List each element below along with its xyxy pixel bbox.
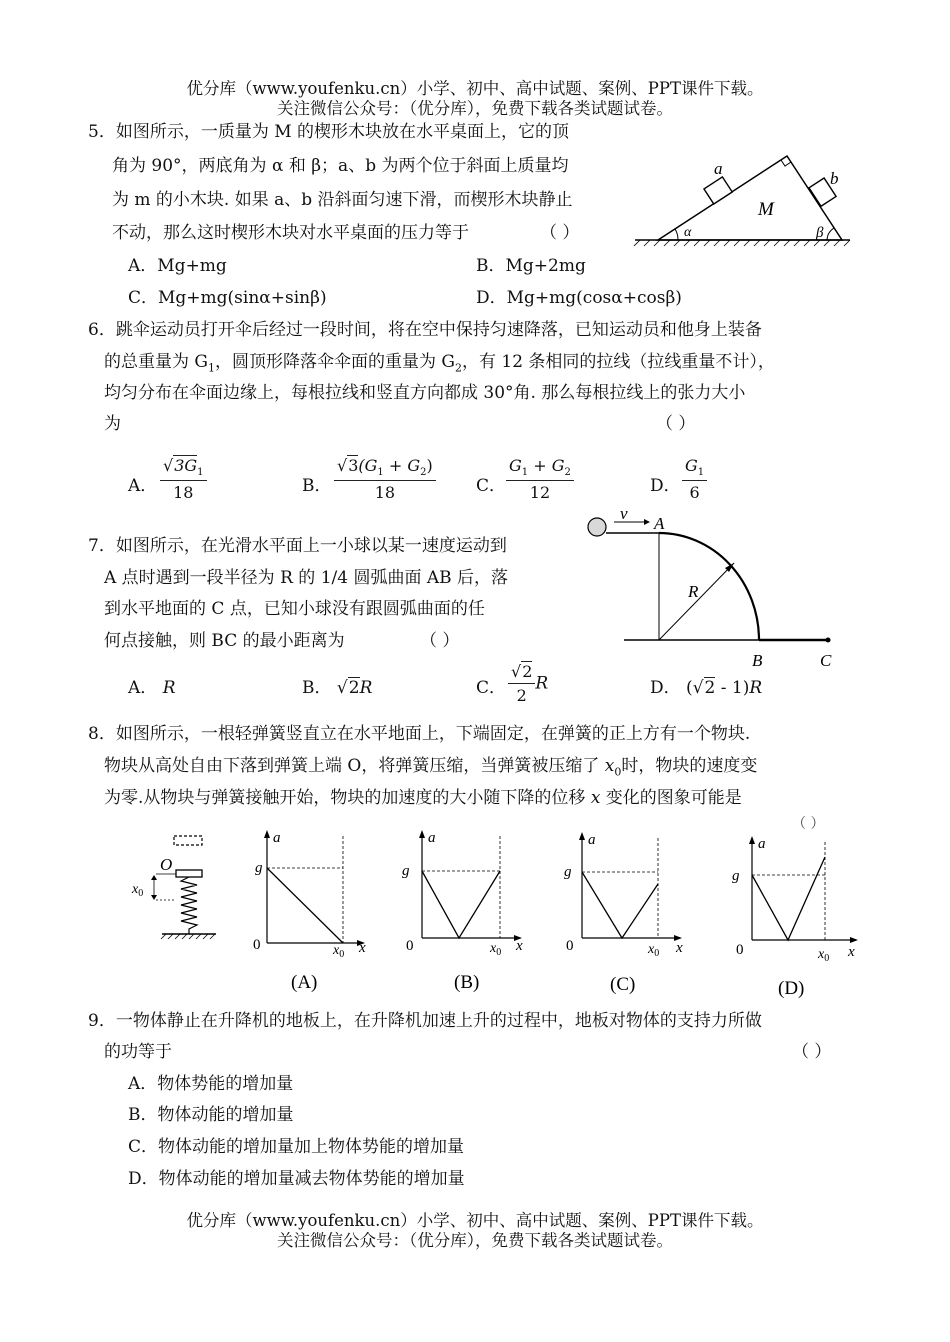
svg-text:x0: $x_0$ xyxy=(648,942,660,959)
q7-option-c-label: C． xyxy=(476,678,507,698)
svg-text:a: a xyxy=(428,830,436,846)
label-R: R xyxy=(688,582,699,601)
q7-line-3: 到水平地面的 C 点，已知小球没有跟圆弧曲面的任 xyxy=(104,599,485,619)
graph-b-curve xyxy=(422,871,500,938)
q8-answer-bracket: （ ） xyxy=(792,816,825,832)
q6-option-a-label: A． xyxy=(128,476,158,496)
q8-line-3: 为零.从物块与弹簧接触开始，物块的加速度的大小随下降的位移 x 变化的图象可能是 xyxy=(104,788,742,808)
q9-option-b: B．物体动能的增加量 xyxy=(128,1105,294,1125)
beta-arc xyxy=(827,228,834,240)
svg-text:0: 0 xyxy=(253,937,261,953)
label-b: b xyxy=(830,169,839,188)
spring-plate xyxy=(176,870,202,877)
footer-line-1: 优分库（www.youfenku.cn）小学、初中、高中试题、案例、PPT课件下载。 xyxy=(186,1211,764,1230)
q9-line-1: 9．一物体静止在升降机的地板上，在升降机加速上升的过程中，地板对物体的支持力所做 xyxy=(88,1011,762,1031)
arc-figure xyxy=(584,502,850,674)
graph-a-label: (A) xyxy=(291,972,318,993)
wedge-figure xyxy=(630,148,870,248)
q6-line-4: 为 xyxy=(104,414,121,434)
q5-answer-bracket: （ ） xyxy=(540,223,580,243)
svg-text:x: x xyxy=(516,938,523,954)
svg-text:x0: $x_0$ xyxy=(818,947,830,964)
svg-text:g: g xyxy=(564,864,572,880)
q7-option-a: A． R xyxy=(128,678,176,698)
q5-option-a: A．Mg+mg xyxy=(128,256,227,276)
header-line-2: 关注微信公众号：（优分库），免费下载各类试题试卷。 xyxy=(277,99,673,118)
q6-option-d-label: D． xyxy=(650,476,681,496)
q5-line-1: 5．如图所示，一质量为 M 的楔形木块放在水平桌面上，它的顶 xyxy=(88,122,570,142)
graph-c-label: (C) xyxy=(610,974,636,995)
graph-a xyxy=(245,826,375,998)
label-alpha: α xyxy=(684,225,692,240)
svg-text:a: a xyxy=(588,832,596,848)
label-x0: $x_0$ xyxy=(132,882,144,899)
graph-b-label: (B) xyxy=(454,972,480,993)
svg-text:g: g xyxy=(402,863,410,879)
graph-d xyxy=(730,830,870,1002)
q6-answer-bracket: （ ） xyxy=(656,414,696,434)
q6-line-1: 6．跳伞运动员打开伞后经过一段时间，将在空中保持匀速降落，已知运动员和他身上装备 xyxy=(88,320,762,340)
graph-c xyxy=(560,830,690,1002)
svg-text:0: 0 xyxy=(406,938,414,954)
label-A: A xyxy=(654,514,665,533)
q9-option-a: A．物体势能的增加量 xyxy=(128,1074,294,1094)
q8-line-2: 物块从高处自由下落到弹簧上端 O，将弹簧压缩，当弹簧被压缩了 $x_0$时，物块的速度变 xyxy=(104,756,758,779)
falling-block xyxy=(174,836,202,845)
label-a: a xyxy=(714,159,723,178)
radius-arrow xyxy=(659,563,734,640)
q5-option-b: B．Mg+2mg xyxy=(476,256,586,276)
label-B: B xyxy=(752,651,763,670)
graph-d-label: (D) xyxy=(778,978,805,999)
q7-line-4: 何点接触，则 BC 的最小距离为 xyxy=(104,631,345,651)
svg-text:x: x xyxy=(359,940,366,956)
svg-text:x0: $x_0$ xyxy=(333,943,345,960)
svg-text:0: 0 xyxy=(566,938,574,954)
label-O: O xyxy=(160,855,173,874)
alpha-arc xyxy=(675,229,678,240)
q9-line-2: 的功等于 xyxy=(104,1042,172,1062)
q9-option-c: C．物体动能的增加量加上物体势能的增加量 xyxy=(128,1137,465,1157)
svg-text:0: 0 xyxy=(736,942,744,958)
q6-option-b-fraction: $\frac{√3(G_1 + G_2)}{18}$ xyxy=(334,456,436,502)
svg-text:g: g xyxy=(732,868,740,884)
q8-line-1: 8．如图所示，一根轻弹簧竖直立在水平地面上，下端固定，在弹簧的正上方有一个物块. xyxy=(88,724,751,744)
ball xyxy=(588,518,606,536)
svg-text:a: a xyxy=(273,830,281,846)
q9-option-d: D．物体动能的增加量减去物体势能的增加量 xyxy=(128,1169,465,1189)
q7-option-c-fraction: $\frac{√2}{2}$ R xyxy=(508,662,548,705)
svg-text:x: x xyxy=(676,940,683,956)
block-a xyxy=(704,177,732,204)
q5-line-4: 不动，那么这时楔形木块对水平桌面的压力等于 xyxy=(112,223,469,243)
spring-figure xyxy=(126,830,226,945)
q6-option-c-fraction: $\frac{G_1 + G_2}{12}$ xyxy=(506,456,574,502)
q6-option-d-fraction: $\frac{G_1}{6}$ xyxy=(682,456,707,502)
label-v: v xyxy=(620,504,628,523)
q6-line-2: 的总重量为 $G_1$，圆顶形降落伞伞面的重量为 $G_2$，有 12 条相同的拉线（拉线重量不计）， xyxy=(104,352,775,375)
graph-b xyxy=(400,826,530,998)
q7-answer-bracket: （ ） xyxy=(420,631,460,651)
header-line-1: 优分库（www.youfenku.cn）小学、初中、高中试题、案例、PPT课件下载。 xyxy=(186,79,764,98)
q6-line-3: 均匀分布在伞面边缘上，每根拉线和竖直方向都成 30°角. 那么每根拉线上的张力大小 xyxy=(104,383,746,403)
q7-option-b: B． √2R xyxy=(302,678,373,698)
svg-text:a: a xyxy=(758,836,766,852)
q7-option-d: D． (√2 - 1)R xyxy=(650,678,763,698)
point-C xyxy=(826,638,831,643)
svg-text:g: g xyxy=(255,860,263,876)
graph-a-curve xyxy=(267,868,343,943)
footer-line-2: 关注微信公众号：（优分库），免费下载各类试题试卷。 xyxy=(277,1231,673,1250)
label-beta: β xyxy=(816,225,824,241)
q5-line-3: 为 m 的小木块. 如果 a、b 沿斜面匀速下滑，而楔形木块静止 xyxy=(112,190,573,210)
label-C: C xyxy=(820,651,832,670)
graph-d-curve xyxy=(752,857,825,940)
q5-option-c: C．Mg+mg(sinα+sinβ) xyxy=(128,288,327,308)
q5-option-d: D．Mg+mg(cosα+cosβ) xyxy=(476,288,682,308)
q9-answer-bracket: （ ） xyxy=(792,1042,832,1062)
q7-line-2: A 点时遇到一段半径为 R 的 1/4 圆弧曲面 AB 后，落 xyxy=(104,568,509,588)
svg-text:x: x xyxy=(848,944,855,960)
label-M: M xyxy=(758,199,774,220)
q6-option-c-label: C． xyxy=(476,476,507,496)
graph-c-curve xyxy=(582,872,658,938)
q6-option-a-fraction: $\frac{√3G_1}{18}$ xyxy=(160,456,207,502)
q7-line-1: 7．如图所示，在光滑水平面上一小球以某一速度运动到 xyxy=(88,536,507,556)
svg-text:x0: $x_0$ xyxy=(490,941,502,958)
q6-option-b-label: B． xyxy=(302,476,332,496)
q5-line-2: 角为 90°，两底角为 α 和 β；a、b 为两个位于斜面上质量均 xyxy=(112,156,569,176)
spring-coil xyxy=(181,877,197,934)
